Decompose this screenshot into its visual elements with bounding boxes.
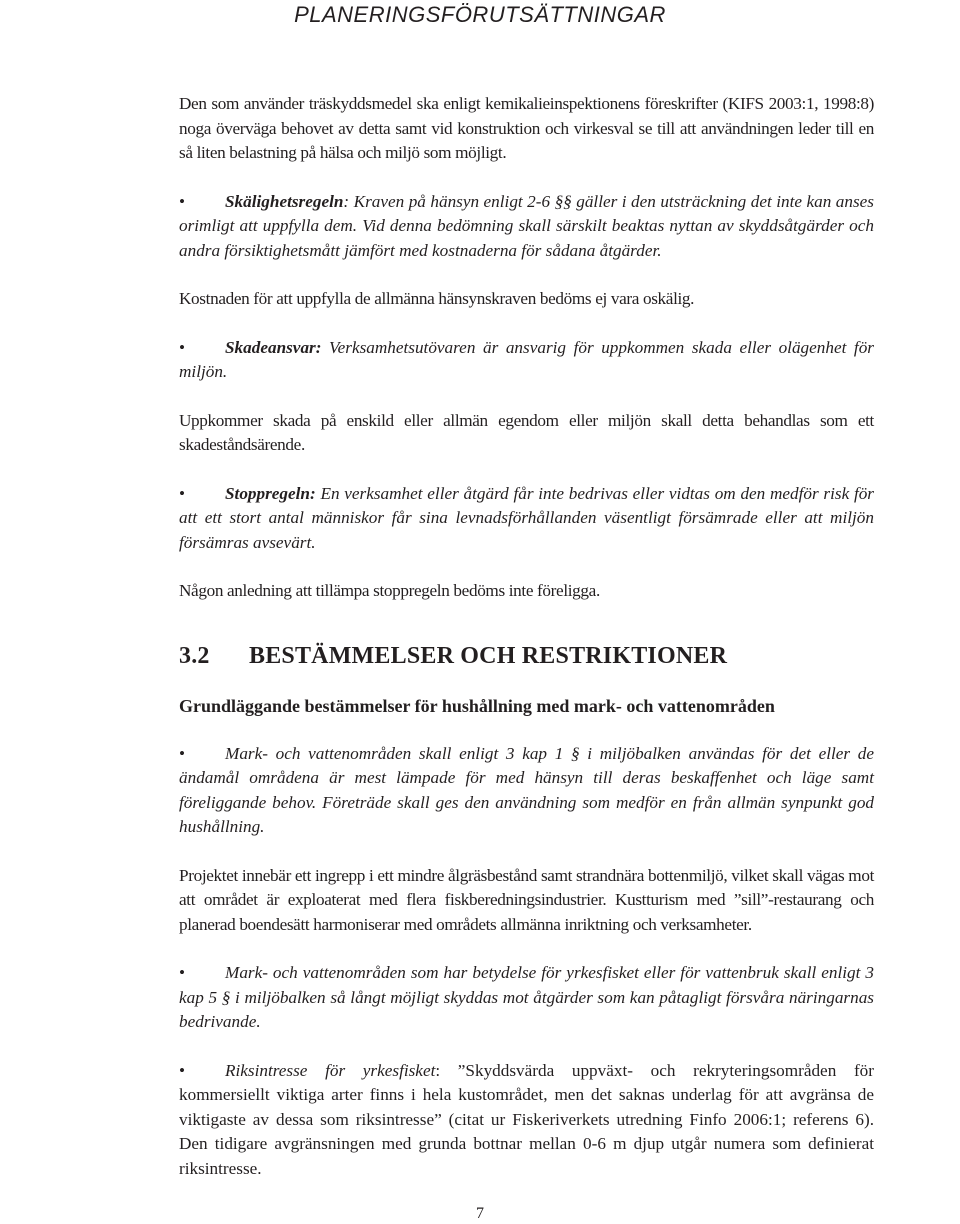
bullet-riksintresse [179, 1059, 874, 1182]
bullet-text: Mark- och vattenområden skall enligt 3 kap 1 § i miljöbalken användas för det eller de ändamål områdena är mest lämpade för med hänsyn till deras beskaffenhet och läge samt föreliggande behov. Företräde skall ges den användning som medför en från allmän synpunkt god hushållning. [179, 743, 874, 836]
bullet-mark: • [179, 191, 186, 211]
paragraph-skada: Uppkommer skada på enskild eller allmän egendom eller miljön skall detta behandlas som ett skadeståndsärende. [179, 410, 874, 454]
paragraph-projektet: Projektet innebär ett ingrepp i ett mindre ålgräsbestånd samt strandnära bottenmiljö, vilket skall vägas mot att området är exploaterat med flera fiskberedningsindustrier. Kustturism med ”sill”-restaurang och planerad boendesätt harmoniserar med områdets allmänna inriktning och verksamheter. [179, 865, 874, 934]
paragraph-kifs: Den som använder träskyddsmedel ska enligt kemikalieinspektionens föreskrifter (KIFS 2003:1, 1998:8) noga överväga behovet av detta samt vid konstruktion och virkesval se till att användningen leder till en så liten belastning på hälsa och miljö som möjligt. [179, 94, 874, 162]
bullet-text: : Kraven på hänsyn enligt 2-6 §§ gäller i den utsträckning det inte kan anses orimligt att uppfylla dem. Vid denna bedömning skall särskilt beaktas nyttan av skyddsåtgärder och andra försiktighetsmått jämfört med kostnaderna för sådana åtgärder. [179, 191, 874, 260]
bullet-text: Verksamhetsutövaren är ansvarig för uppkommen skada eller olägenhet för miljön. [179, 337, 874, 381]
bullet-text: Mark- och vattenområden som har betydelse för yrkesfisket eller för vattenbruk skall enligt 3 kap 5 § i miljöbalken så långt möjligt skyddas mot åtgärder som kan påtagligt försvåra näringarnas bedrivande. [179, 963, 874, 1031]
bullet-mark: • [179, 1060, 186, 1080]
bullet-hushallning [179, 742, 874, 840]
bullet-yrkesfiske [179, 961, 874, 1035]
bullet-label: Riksintresse för yrkesfisket [225, 1060, 436, 1080]
bullet-mark: • [179, 337, 186, 357]
bullet-mark: • [179, 963, 186, 982]
bullet-skalighetsregeln [179, 190, 874, 264]
bullet-label: Stoppregeln: [225, 483, 316, 503]
bullet-mark: • [179, 483, 186, 503]
bullet-text: En verksamhet eller åtgärd får inte bedrivas eller vidtas om den medför risk för att ett stort antal människor får sina levnadsförhållanden väsentligt försämrade eller att miljön försämras avsevärt. [179, 483, 874, 552]
page-content [179, 92, 874, 1181]
page-number: 7 [476, 1205, 484, 1222]
section-title: BESTÄMMELSER OCH RESTRIKTIONER [249, 642, 728, 669]
section-number: 3.2 [179, 642, 210, 669]
bullet-stoppregeln [179, 482, 874, 556]
paragraph-stoppregel: Någon anledning att tillämpa stoppregeln bedöms inte föreligga. [179, 581, 600, 600]
bullet-skadeansvar [179, 336, 874, 385]
paragraph-kostnad: Kostnaden för att uppfylla de allmänna hänsynskraven bedöms ej vara oskälig. [179, 289, 695, 308]
section-heading [179, 642, 874, 670]
bullet-text: : ”Skyddsvärda uppväxt- och rekryteringsområden för kommersiellt viktiga arter finns i hela kustområdet, men det saknas underlag för att avgränsa de viktigaste av dessa som riksintresse” (citat ur Fiskeriverkets utredning Finfo 2006:1; referens 6). Den tidigare avgränsningen med grunda bottnar mellan 0-6 m djup utgår numera som definierat riksintresse. [179, 1060, 874, 1178]
subheading: Grundläggande bestämmelser för hushållning med mark- och vattenområden [179, 695, 775, 716]
running-header: PLANERINGSFÖRUTSÄTTNINGAR [294, 2, 666, 27]
bullet-mark: • [179, 743, 186, 763]
bullet-label: Skadeansvar: [225, 337, 322, 357]
bullet-label: Skälighetsregeln [225, 191, 344, 211]
